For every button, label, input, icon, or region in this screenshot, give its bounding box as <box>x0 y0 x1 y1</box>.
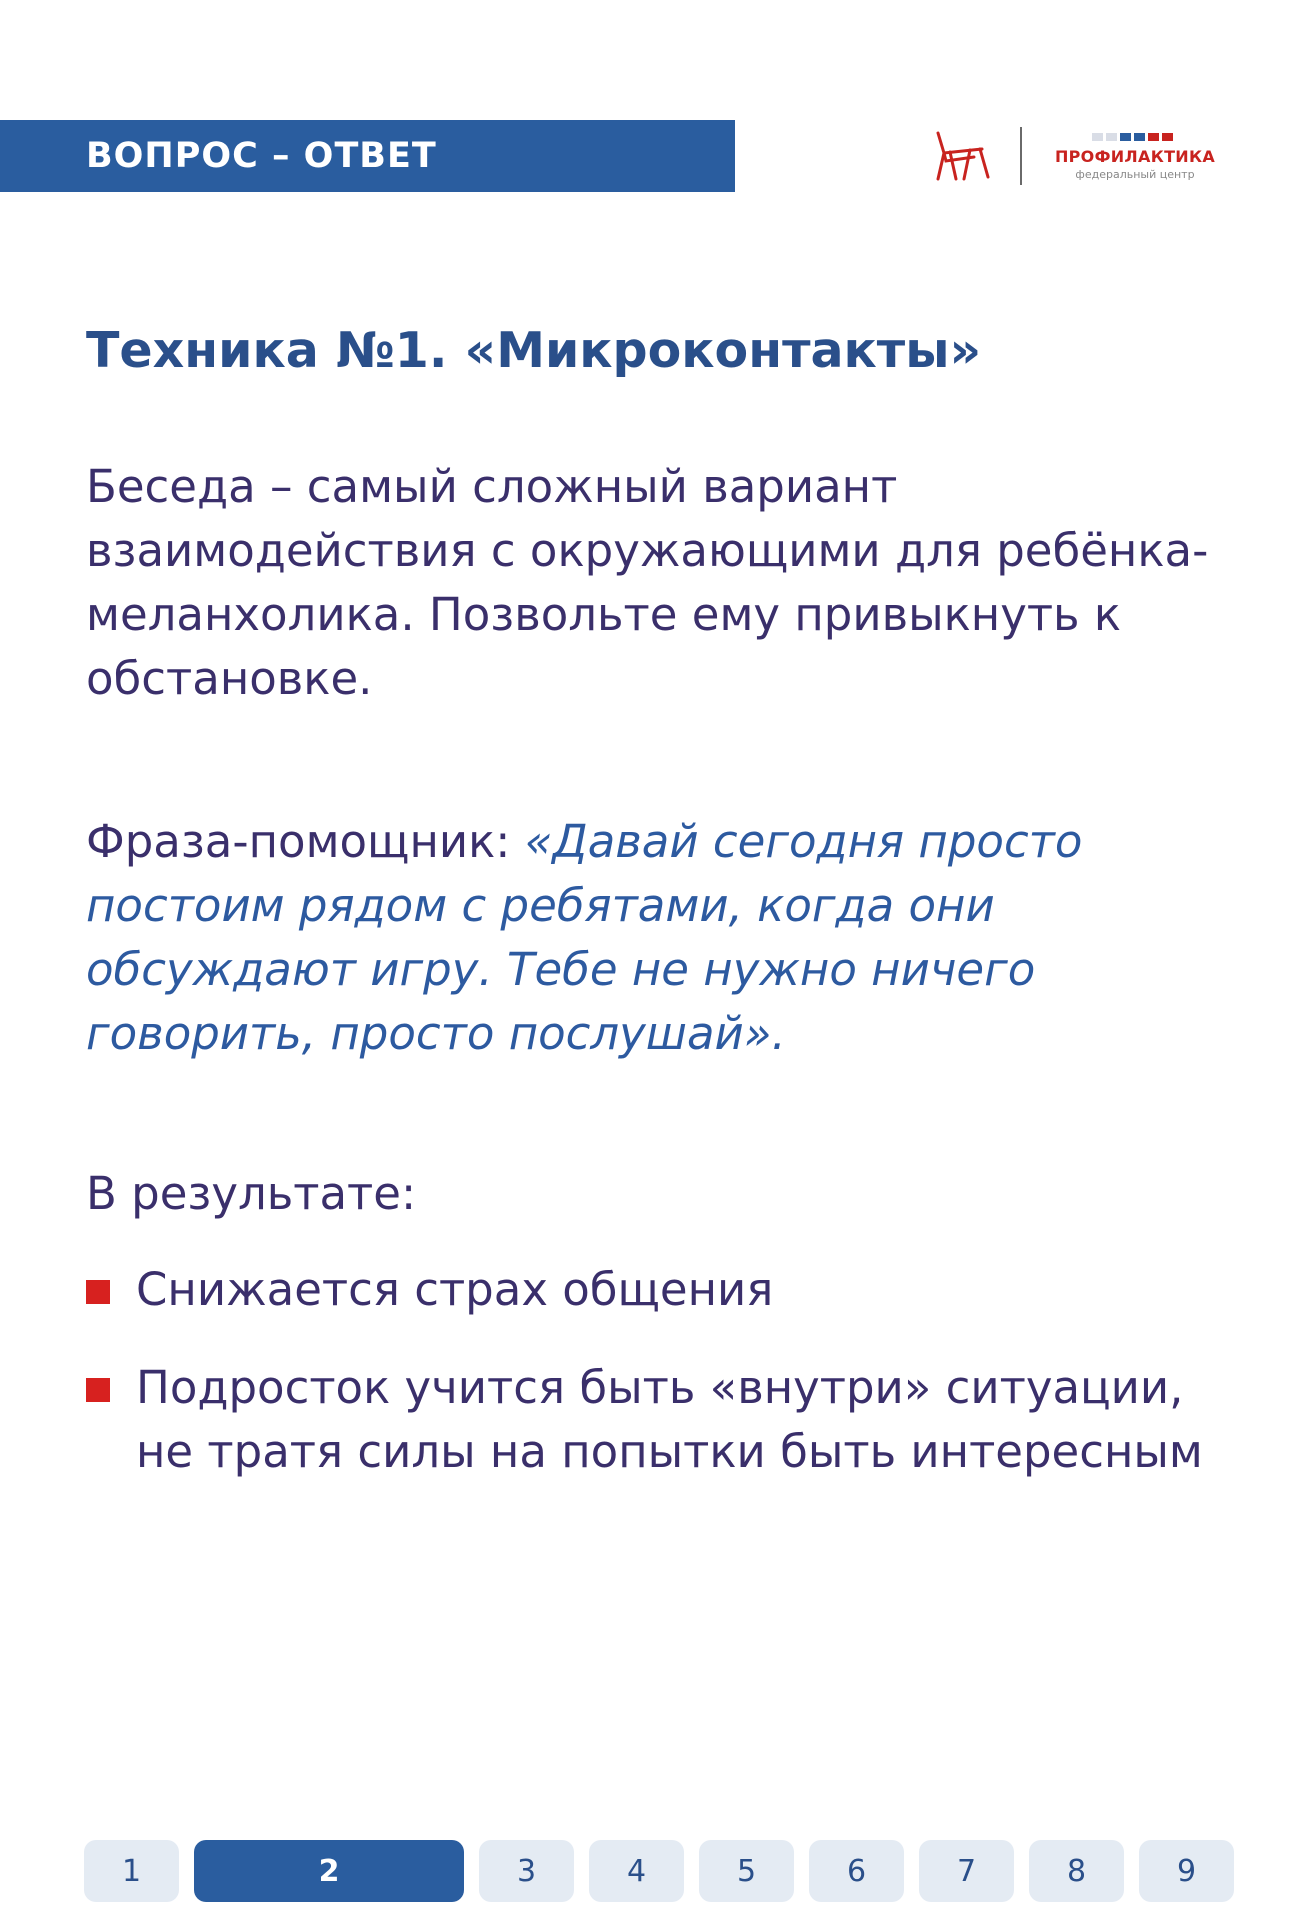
list-item-text: Снижается страх общения <box>136 1263 774 1316</box>
helper-quote: «Давай сегодня просто постоим рядом с ребятами, когда они обсуждают игру. Тебе не нужно ничего говорить, просто послушай». <box>86 815 1083 1060</box>
list-item <box>86 1356 1216 1484</box>
list-item <box>86 1258 1216 1322</box>
page-button-1[interactable]: 1 <box>84 1840 179 1902</box>
page-button-5[interactable]: 5 <box>699 1840 794 1902</box>
page-button-6[interactable]: 6 <box>809 1840 904 1902</box>
result-label: В результате: <box>86 1167 417 1220</box>
bullet-square-icon <box>86 1378 110 1402</box>
section-badge <box>0 120 735 192</box>
logo-block <box>930 123 1220 189</box>
logo-squares <box>1092 133 1173 141</box>
helper-paragraph <box>86 810 1216 1066</box>
chair-icon <box>930 131 992 181</box>
bullet-square-icon <box>86 1280 110 1304</box>
section-badge-label: ВОПРОС – ОТВЕТ <box>86 136 437 176</box>
logo-name: ПРОФИЛАКТИКА <box>1054 147 1216 166</box>
page-title: Техника №1. «Микроконтакты» <box>86 322 982 379</box>
list-item-text: Подросток учится быть «внутри» ситуации, не тратя силы на попытки быть интересным <box>136 1361 1203 1478</box>
page-button-3[interactable]: 3 <box>479 1840 574 1902</box>
intro-paragraph: Беседа – самый сложный вариант взаимодействия с окружающими для ребёнка-меланхолика. Позвольте ему привыкнуть к обстановке. <box>86 460 1209 705</box>
helper-label: Фраза-помощник: <box>86 815 511 868</box>
page-button-9[interactable]: 9 <box>1139 1840 1234 1902</box>
result-list <box>86 1258 1216 1518</box>
logo-subtitle: федеральный центр <box>1075 168 1195 181</box>
page-button-8[interactable]: 8 <box>1029 1840 1124 1902</box>
page-button-2[interactable]: 2 <box>194 1840 464 1902</box>
page-button-7[interactable]: 7 <box>919 1840 1014 1902</box>
logo-divider <box>1020 127 1022 185</box>
page-button-4[interactable]: 4 <box>589 1840 684 1902</box>
